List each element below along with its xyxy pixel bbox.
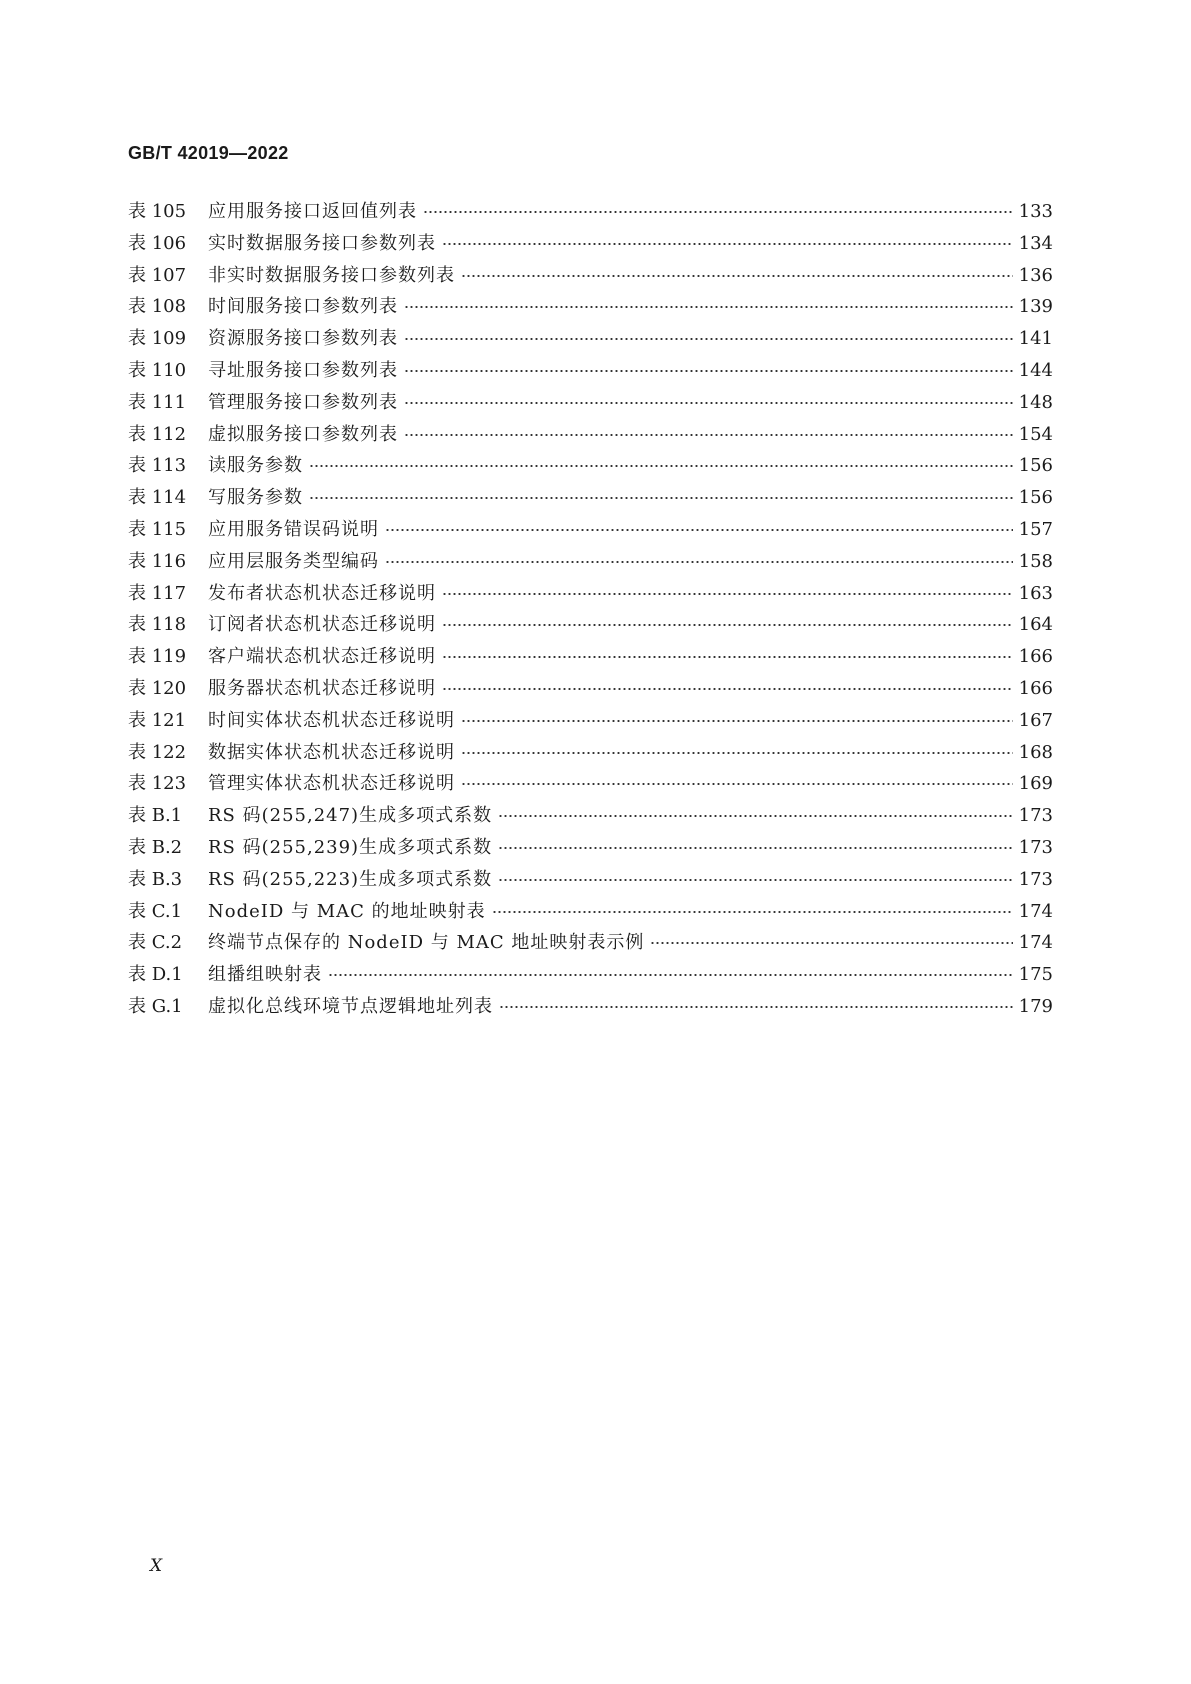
toc-entry[interactable] (128, 450, 1053, 482)
toc-entry-page: 136 (1018, 264, 1053, 286)
toc-entry-page: 166 (1018, 677, 1053, 699)
toc-entry-page: 166 (1018, 646, 1053, 668)
toc-dot-leader (442, 243, 1013, 245)
toc-entry-number: 表 105 (128, 201, 187, 222)
toc-entry-page: 179 (1018, 995, 1053, 1017)
toc-entry-number: 表 C.2 (128, 932, 183, 954)
toc-entry-number: 表 112 (128, 423, 187, 445)
toc-dot-leader (442, 624, 1013, 626)
toc-dot-leader (499, 1006, 1013, 1008)
toc-entry-title: 资源服务接口参数列表 (208, 328, 398, 350)
toc-entry[interactable] (128, 482, 1053, 514)
toc-entry[interactable] (128, 705, 1053, 737)
toc-entry[interactable] (128, 959, 1053, 991)
toc-entry-title: 客户端状态机状态迁移说明 (208, 646, 436, 668)
toc-entry-page: 156 (1018, 455, 1053, 477)
toc-dot-leader (423, 211, 1013, 213)
toc-entry-title: 组播组映射表 (208, 964, 322, 986)
toc-entry[interactable] (128, 260, 1053, 292)
toc-entry[interactable] (128, 196, 1053, 228)
toc-entry-title: 终端节点保存的 NodeID 与 MAC 地址映射表示例 (208, 932, 645, 954)
toc-entry-page: 148 (1018, 391, 1053, 413)
toc-entry-number: 表 118 (128, 614, 187, 636)
toc-entry-title: 寻址服务接口参数列表 (208, 359, 398, 381)
toc-dot-leader (442, 688, 1013, 690)
toc-entry[interactable] (128, 927, 1053, 959)
toc-dot-leader (461, 275, 1013, 277)
toc-entry-title: 时间服务接口参数列表 (208, 296, 398, 318)
toc-entry-page: 173 (1018, 868, 1053, 890)
toc-entry-page: 169 (1018, 773, 1053, 795)
toc-entry-number: 表 B.3 (128, 868, 183, 890)
toc-entry[interactable] (128, 832, 1053, 864)
toc-dot-leader (404, 306, 1013, 308)
toc-entry-number: 表 D.1 (128, 964, 183, 986)
toc-entry-number: 表 121 (128, 709, 187, 731)
toc-entry-title: 订阅者状态机状态迁移说明 (208, 614, 436, 636)
toc-dot-leader (309, 497, 1013, 499)
toc-dot-leader (461, 752, 1013, 754)
toc-dot-leader (328, 974, 1013, 976)
toc-entry[interactable] (128, 228, 1053, 260)
toc-entry-page: 156 (1018, 487, 1053, 509)
toc-entry-page: 168 (1018, 741, 1053, 763)
toc-entry[interactable] (128, 641, 1053, 673)
toc-entry-number: 表 122 (128, 741, 187, 763)
toc-entry-title: 管理实体状态机状态迁移说明 (208, 773, 455, 795)
toc-entry[interactable] (128, 546, 1053, 578)
toc-entry-title: 发布者状态机状态迁移说明 (208, 582, 436, 604)
toc-entry-page: 175 (1018, 964, 1053, 986)
toc-entry-title: 写服务参数 (208, 487, 303, 509)
table-of-contents-list (128, 196, 1053, 1023)
page-number: X (150, 1556, 163, 1576)
toc-entry[interactable] (128, 737, 1053, 769)
toc-entry-page: 158 (1018, 550, 1053, 572)
toc-entry-page: 157 (1018, 518, 1053, 540)
toc-entry[interactable] (128, 291, 1053, 323)
toc-dot-leader (385, 561, 1013, 563)
toc-entry-title: 应用层服务类型编码 (208, 550, 379, 572)
toc-entry-number: 表 117 (128, 582, 187, 604)
toc-entry-page: 139 (1018, 296, 1053, 318)
toc-entry-number: 表 115 (128, 518, 187, 540)
toc-entry-number: 表 119 (128, 646, 187, 668)
toc-entry-number: 表 107 (128, 264, 187, 286)
toc-entry-title: RS 码(255,247)生成多项式系数 (208, 805, 493, 827)
toc-entry-number: 表 G.1 (128, 995, 183, 1017)
toc-dot-leader (404, 434, 1013, 436)
toc-entry-title: 虚拟化总线环境节点逻辑地址列表 (208, 995, 493, 1017)
toc-dot-leader (442, 593, 1013, 595)
toc-entry-title: NodeID 与 MAC 的地址映射表 (208, 900, 486, 922)
toc-entry-number: 表 C.1 (128, 900, 183, 922)
toc-entry-page: 133 (1018, 201, 1053, 222)
toc-entry-title: 管理服务接口参数列表 (208, 391, 398, 413)
toc-entry-number: 表 116 (128, 550, 187, 572)
toc-entry-number: 表 108 (128, 296, 187, 318)
toc-dot-leader (492, 911, 1013, 913)
toc-entry-page: 163 (1018, 582, 1053, 604)
toc-entry[interactable] (128, 864, 1053, 896)
toc-entry[interactable] (128, 355, 1053, 387)
toc-entry[interactable] (128, 419, 1053, 451)
toc-entry[interactable] (128, 768, 1053, 800)
toc-entry[interactable] (128, 896, 1053, 928)
toc-entry-title: 数据实体状态机状态迁移说明 (208, 741, 455, 763)
toc-dot-leader (650, 942, 1012, 944)
toc-entry-number: 表 111 (128, 391, 187, 413)
toc-entry-title: 服务器状态机状态迁移说明 (208, 677, 436, 699)
toc-entry-number: 表 120 (128, 677, 187, 699)
toc-dot-leader (385, 529, 1013, 531)
toc-entry[interactable] (128, 609, 1053, 641)
toc-entry-page: 141 (1018, 328, 1053, 350)
toc-entry-title: RS 码(255,223)生成多项式系数 (208, 868, 493, 890)
toc-entry-title: 应用服务接口返回值列表 (208, 201, 417, 222)
toc-dot-leader (442, 656, 1013, 658)
toc-dot-leader (461, 783, 1013, 785)
toc-entry-number: 表 110 (128, 359, 187, 381)
toc-entry-number: 表 113 (128, 455, 187, 477)
toc-entry-page: 134 (1018, 232, 1053, 254)
toc-entry-page: 164 (1018, 614, 1053, 636)
toc-entry-title: 实时数据服务接口参数列表 (208, 232, 436, 254)
toc-entry-page: 174 (1018, 900, 1053, 922)
toc-entry-number: 表 114 (128, 487, 187, 509)
document-id-header: GB/T 42019—2022 (128, 143, 289, 163)
toc-dot-leader (404, 338, 1013, 340)
toc-dot-leader (309, 465, 1013, 467)
toc-entry[interactable] (128, 800, 1053, 832)
toc-entry-title: 虚拟服务接口参数列表 (208, 423, 398, 445)
toc-dot-leader (404, 402, 1013, 404)
toc-entry-page: 154 (1018, 423, 1053, 445)
toc-dot-leader (461, 720, 1013, 722)
toc-entry-number: 表 106 (128, 232, 187, 254)
toc-dot-leader (498, 847, 1013, 849)
toc-entry[interactable] (128, 991, 1053, 1023)
toc-entry[interactable] (128, 578, 1053, 610)
toc-entry[interactable] (128, 673, 1053, 705)
toc-entry-number: 表 B.1 (128, 805, 183, 827)
toc-entry-number: 表 123 (128, 773, 187, 795)
toc-entry-title: 非实时数据服务接口参数列表 (208, 264, 455, 286)
toc-entry-title: 应用服务错误码说明 (208, 518, 379, 540)
toc-dot-leader (498, 879, 1013, 881)
toc-entry[interactable] (128, 387, 1053, 419)
toc-dot-leader (404, 370, 1013, 372)
toc-entry-number: 表 109 (128, 328, 187, 350)
toc-entry-title: 读服务参数 (208, 455, 303, 477)
toc-entry-title: 时间实体状态机状态迁移说明 (208, 709, 455, 731)
toc-entry-title: RS 码(255,239)生成多项式系数 (208, 836, 493, 858)
toc-entry-page: 173 (1018, 836, 1053, 858)
toc-entry-page: 167 (1018, 709, 1053, 731)
toc-entry-page: 173 (1018, 805, 1053, 827)
toc-entry[interactable] (128, 323, 1053, 355)
toc-entry-page: 174 (1018, 932, 1053, 954)
toc-entry-page: 144 (1018, 359, 1053, 381)
toc-entry-number: 表 B.2 (128, 836, 183, 858)
toc-entry[interactable] (128, 514, 1053, 546)
toc-dot-leader (498, 815, 1013, 817)
